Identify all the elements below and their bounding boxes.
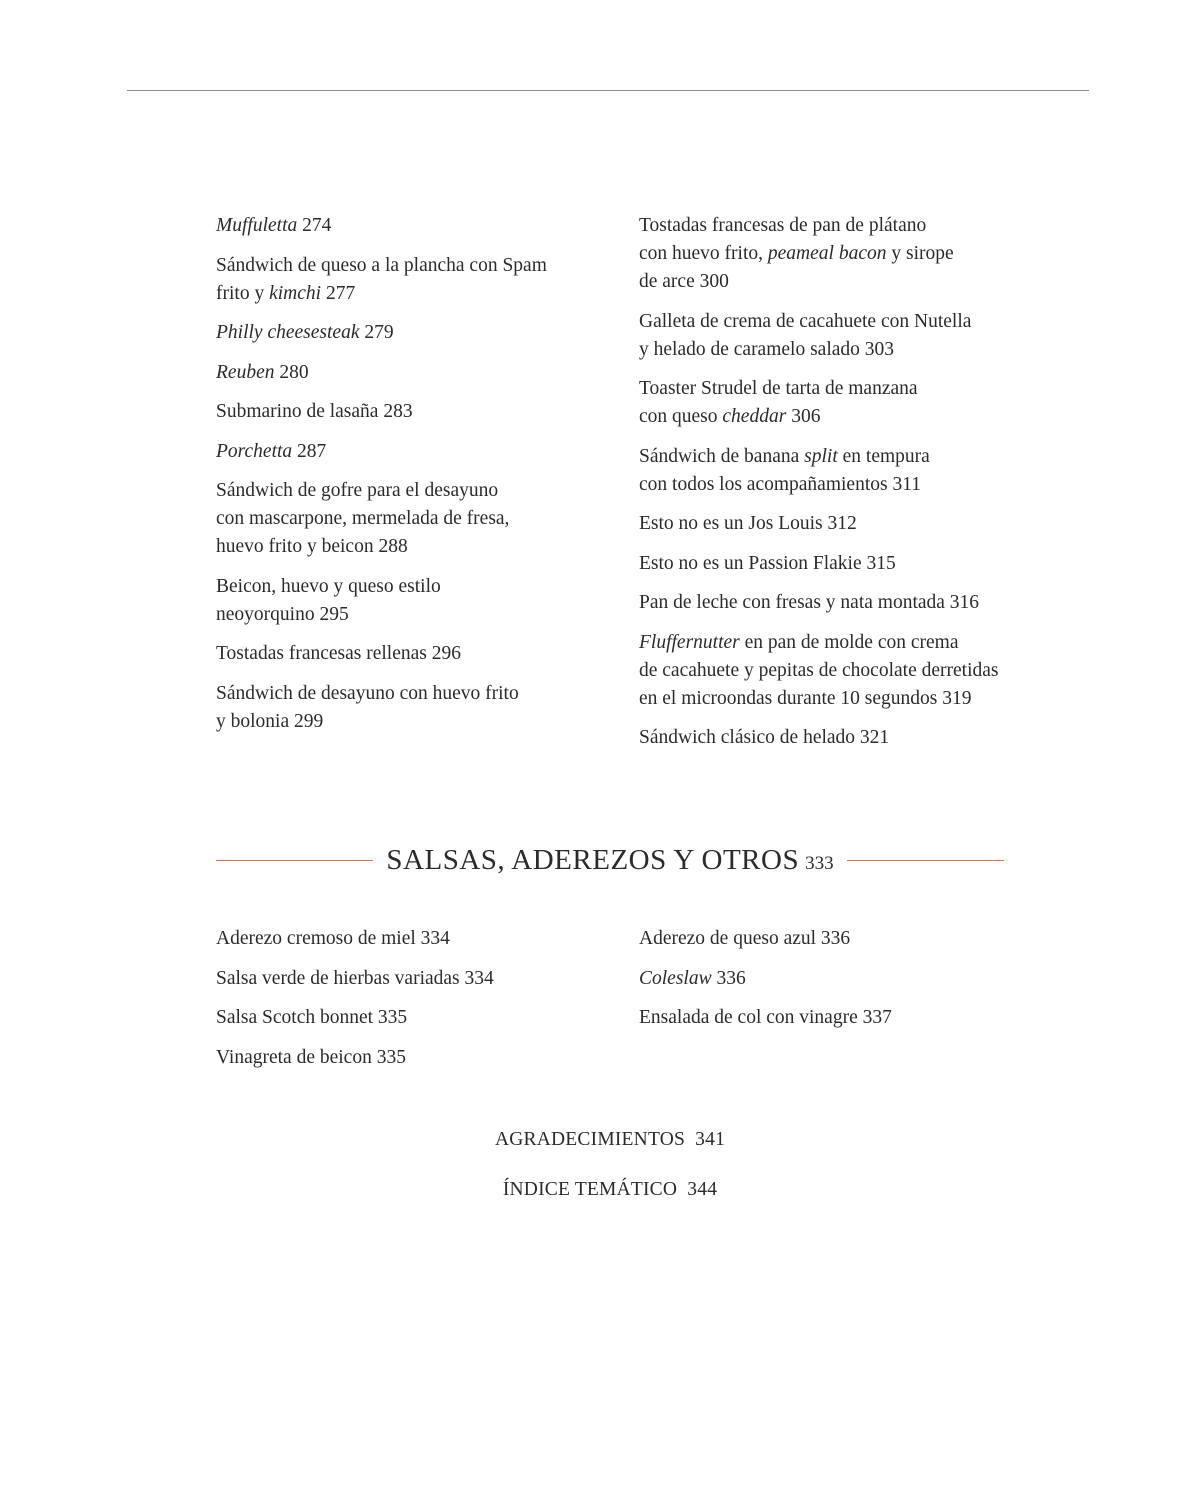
toc-entry-text: en tempura	[837, 445, 930, 467]
toc-entry-line	[216, 477, 596, 505]
toc-entry-text: 280	[274, 361, 309, 383]
toc-entry-line	[639, 1004, 1039, 1032]
toc-entry-text: y helado de caramelo salado 303	[639, 338, 895, 360]
toc-entry[interactable]	[639, 510, 1039, 538]
top-rule	[127, 90, 1089, 91]
toc-entry-italic-text: Philly cheesesteak	[216, 322, 360, 343]
toc-entry-line	[216, 573, 596, 601]
toc-entry-text: Esto no es un Passion Flakie 315	[639, 552, 896, 574]
toc-entry-line	[216, 925, 596, 953]
toc-entry[interactable]	[216, 359, 596, 387]
toc-entry[interactable]	[216, 398, 596, 426]
section-title[interactable]	[373, 844, 846, 877]
section-heading-left-rule	[216, 860, 373, 861]
toc-entry-line	[639, 657, 1039, 685]
toc-entry-line	[216, 1044, 596, 1072]
toc-entry-italic-text: Coleslaw	[639, 967, 712, 989]
toc-entry-text: Vinagreta de beicon 335	[216, 1046, 406, 1068]
toc-entry-line	[216, 680, 596, 708]
toc-entry[interactable]	[639, 724, 1039, 752]
toc-entry[interactable]	[639, 212, 1039, 296]
toc-entry[interactable]	[639, 443, 1039, 499]
toc-entry-line	[639, 965, 1039, 993]
toc-entry[interactable]	[639, 1004, 1039, 1032]
toc-entry[interactable]	[216, 212, 596, 240]
toc-entry-text: de cacahuete y pepitas de chocolate derretidas	[639, 659, 999, 681]
toc-entry-text: y bolonia 299	[216, 710, 324, 732]
toc-entry-line	[639, 443, 1039, 471]
toc-entry-line	[216, 359, 596, 387]
toc-entry-text: Tostadas francesas rellenas 296	[216, 643, 461, 664]
toc-entry-line	[639, 510, 1039, 538]
sauces-right-column	[639, 925, 1039, 1044]
toc-entry[interactable]	[639, 925, 1039, 953]
toc-entry-line	[216, 533, 596, 561]
toc-entry-italic-text: peameal bacon	[767, 243, 887, 264]
toc-entry-line	[216, 252, 596, 280]
toc-entry-line	[216, 319, 596, 347]
toc-entry-line	[639, 375, 1039, 403]
toc-entry-text: Sándwich de banana	[639, 445, 805, 467]
toc-entry-text: con queso	[639, 406, 723, 427]
toc-entry-text: Aderezo de queso azul 336	[639, 928, 851, 949]
toc-entry-line	[639, 240, 1039, 268]
toc-entry-line	[639, 336, 1039, 364]
toc-entry[interactable]	[216, 477, 596, 561]
toc-entry-line	[216, 212, 596, 240]
toc-entry[interactable]	[639, 629, 1039, 713]
toc-entry-text: en el microondas durante 10 segundos 319	[639, 687, 972, 709]
toc-entry-text: Ensalada de col con vinagre 337	[639, 1007, 892, 1028]
toc-entry-text: Tostadas francesas de pan de plátano	[639, 215, 927, 236]
toc-entry-italic-text: Porchetta	[216, 440, 293, 462]
toc-entry-italic-text: cheddar	[722, 406, 787, 427]
acknowledgements-entry[interactable]: AGRADECIMIENTOS 341	[494, 1129, 726, 1150]
toc-entry[interactable]	[216, 438, 596, 466]
toc-entry-text: Toaster Strudel de tarta de manzana	[639, 378, 918, 399]
toc-entry-text: de arce 300	[639, 271, 729, 292]
toc-entry-line	[216, 965, 596, 993]
toc-entry[interactable]	[639, 550, 1039, 578]
toc-entry[interactable]	[639, 965, 1039, 993]
toc-entry-line	[639, 403, 1039, 431]
toc-entry-text: Salsa verde de hierbas variadas 334	[216, 967, 494, 989]
toc-entry-text: Galleta de crema de cacahuete con Nutella	[639, 310, 972, 332]
toc-entry-line	[216, 398, 596, 426]
section-page-number: 333	[805, 852, 834, 874]
toc-entry-line	[639, 471, 1039, 499]
toc-entry-line	[216, 438, 596, 466]
toc-entry-line	[216, 640, 596, 668]
toc-entry-line	[639, 629, 1039, 657]
toc-entry-text: 336	[711, 967, 746, 989]
index-entry[interactable]: ÍNDICE TEMÁTICO 344	[502, 1179, 718, 1200]
toc-entry-text: Sándwich de gofre para el desayuno	[216, 480, 499, 501]
toc-entry-text: y sirope	[886, 243, 954, 264]
toc-entry-line	[216, 280, 596, 308]
toc-entry-italic-text: Muffuletta	[216, 215, 298, 236]
toc-entry-text: frito y	[216, 282, 270, 304]
toc-entry-text: Pan de leche con fresas y nata montada 316	[639, 592, 980, 613]
toc-entry-italic-text: kimchi	[269, 282, 322, 304]
toc-entry[interactable]	[639, 375, 1039, 431]
toc-entry-text: en pan de molde con crema	[739, 631, 959, 653]
toc-entry-text: con todos los acompañamientos 311	[639, 473, 921, 495]
toc-entry-text: Esto no es un Jos Louis 312	[639, 513, 857, 534]
toc-entry-italic-text: Reuben	[216, 361, 275, 383]
toc-entry-text: 279	[359, 322, 394, 343]
section-heading	[216, 842, 1004, 878]
toc-entry-line	[639, 268, 1039, 296]
toc-entry-italic-text: Fluffernutter	[639, 631, 740, 653]
toc-entry-line	[639, 308, 1039, 336]
toc-entry[interactable]	[216, 1044, 596, 1072]
toc-entry-text: 287	[292, 440, 327, 462]
sandwiches-left-column	[216, 212, 596, 747]
toc-entry[interactable]	[639, 589, 1039, 617]
toc-entry-text: Sándwich de desayuno con huevo frito	[216, 682, 519, 704]
toc-entry-text: con mascarpone, mermelada de fresa,	[216, 508, 510, 529]
section-title-text: SALSAS, ADEREZOS Y OTROS	[386, 843, 800, 876]
toc-entry-line	[216, 1004, 596, 1032]
section-heading-right-rule	[847, 860, 1004, 861]
toc-entry-line	[639, 212, 1039, 240]
toc-entry-line	[216, 505, 596, 533]
toc-entry-text: huevo frito y beicon 288	[216, 536, 408, 557]
toc-entry-italic-text: split	[804, 445, 838, 467]
toc-entry-line	[216, 601, 596, 629]
toc-entry-line	[639, 925, 1039, 953]
toc-entry[interactable]	[216, 965, 596, 993]
toc-entry[interactable]	[216, 925, 596, 953]
sauces-left-column	[216, 925, 596, 1083]
toc-entry-text: 274	[297, 215, 332, 236]
toc-entry-line	[639, 550, 1039, 578]
toc-entry-text: neoyorquino 295	[216, 603, 349, 625]
toc-entry[interactable]	[216, 640, 596, 668]
toc-entry[interactable]	[216, 680, 596, 736]
toc-entry-text: Sándwich clásico de helado 321	[639, 727, 890, 748]
toc-entry[interactable]	[216, 573, 596, 629]
toc-entry-text: Sándwich de queso a la plancha con Spam	[216, 254, 547, 276]
toc-entry-text: 306	[786, 406, 821, 427]
toc-entry-line	[216, 708, 596, 736]
toc-entry[interactable]	[216, 319, 596, 347]
toc-entry[interactable]	[639, 308, 1039, 364]
toc-entry-text: Beicon, huevo y queso estilo	[216, 575, 441, 597]
toc-entry-line	[639, 685, 1039, 713]
toc-entry-text: Salsa Scotch bonnet 335	[216, 1007, 408, 1028]
toc-entry-line	[639, 589, 1039, 617]
toc-entry-text: Aderezo cremoso de miel 334	[216, 928, 450, 949]
sandwiches-right-column	[639, 212, 1039, 764]
toc-entry-text: Submarino de lasaña 283	[216, 401, 413, 422]
toc-entry[interactable]	[216, 252, 596, 308]
toc-entry-text: con huevo frito,	[639, 243, 768, 264]
toc-entry[interactable]	[216, 1004, 596, 1032]
toc-entry-text: 277	[321, 282, 356, 304]
toc-entry-line	[639, 724, 1039, 752]
